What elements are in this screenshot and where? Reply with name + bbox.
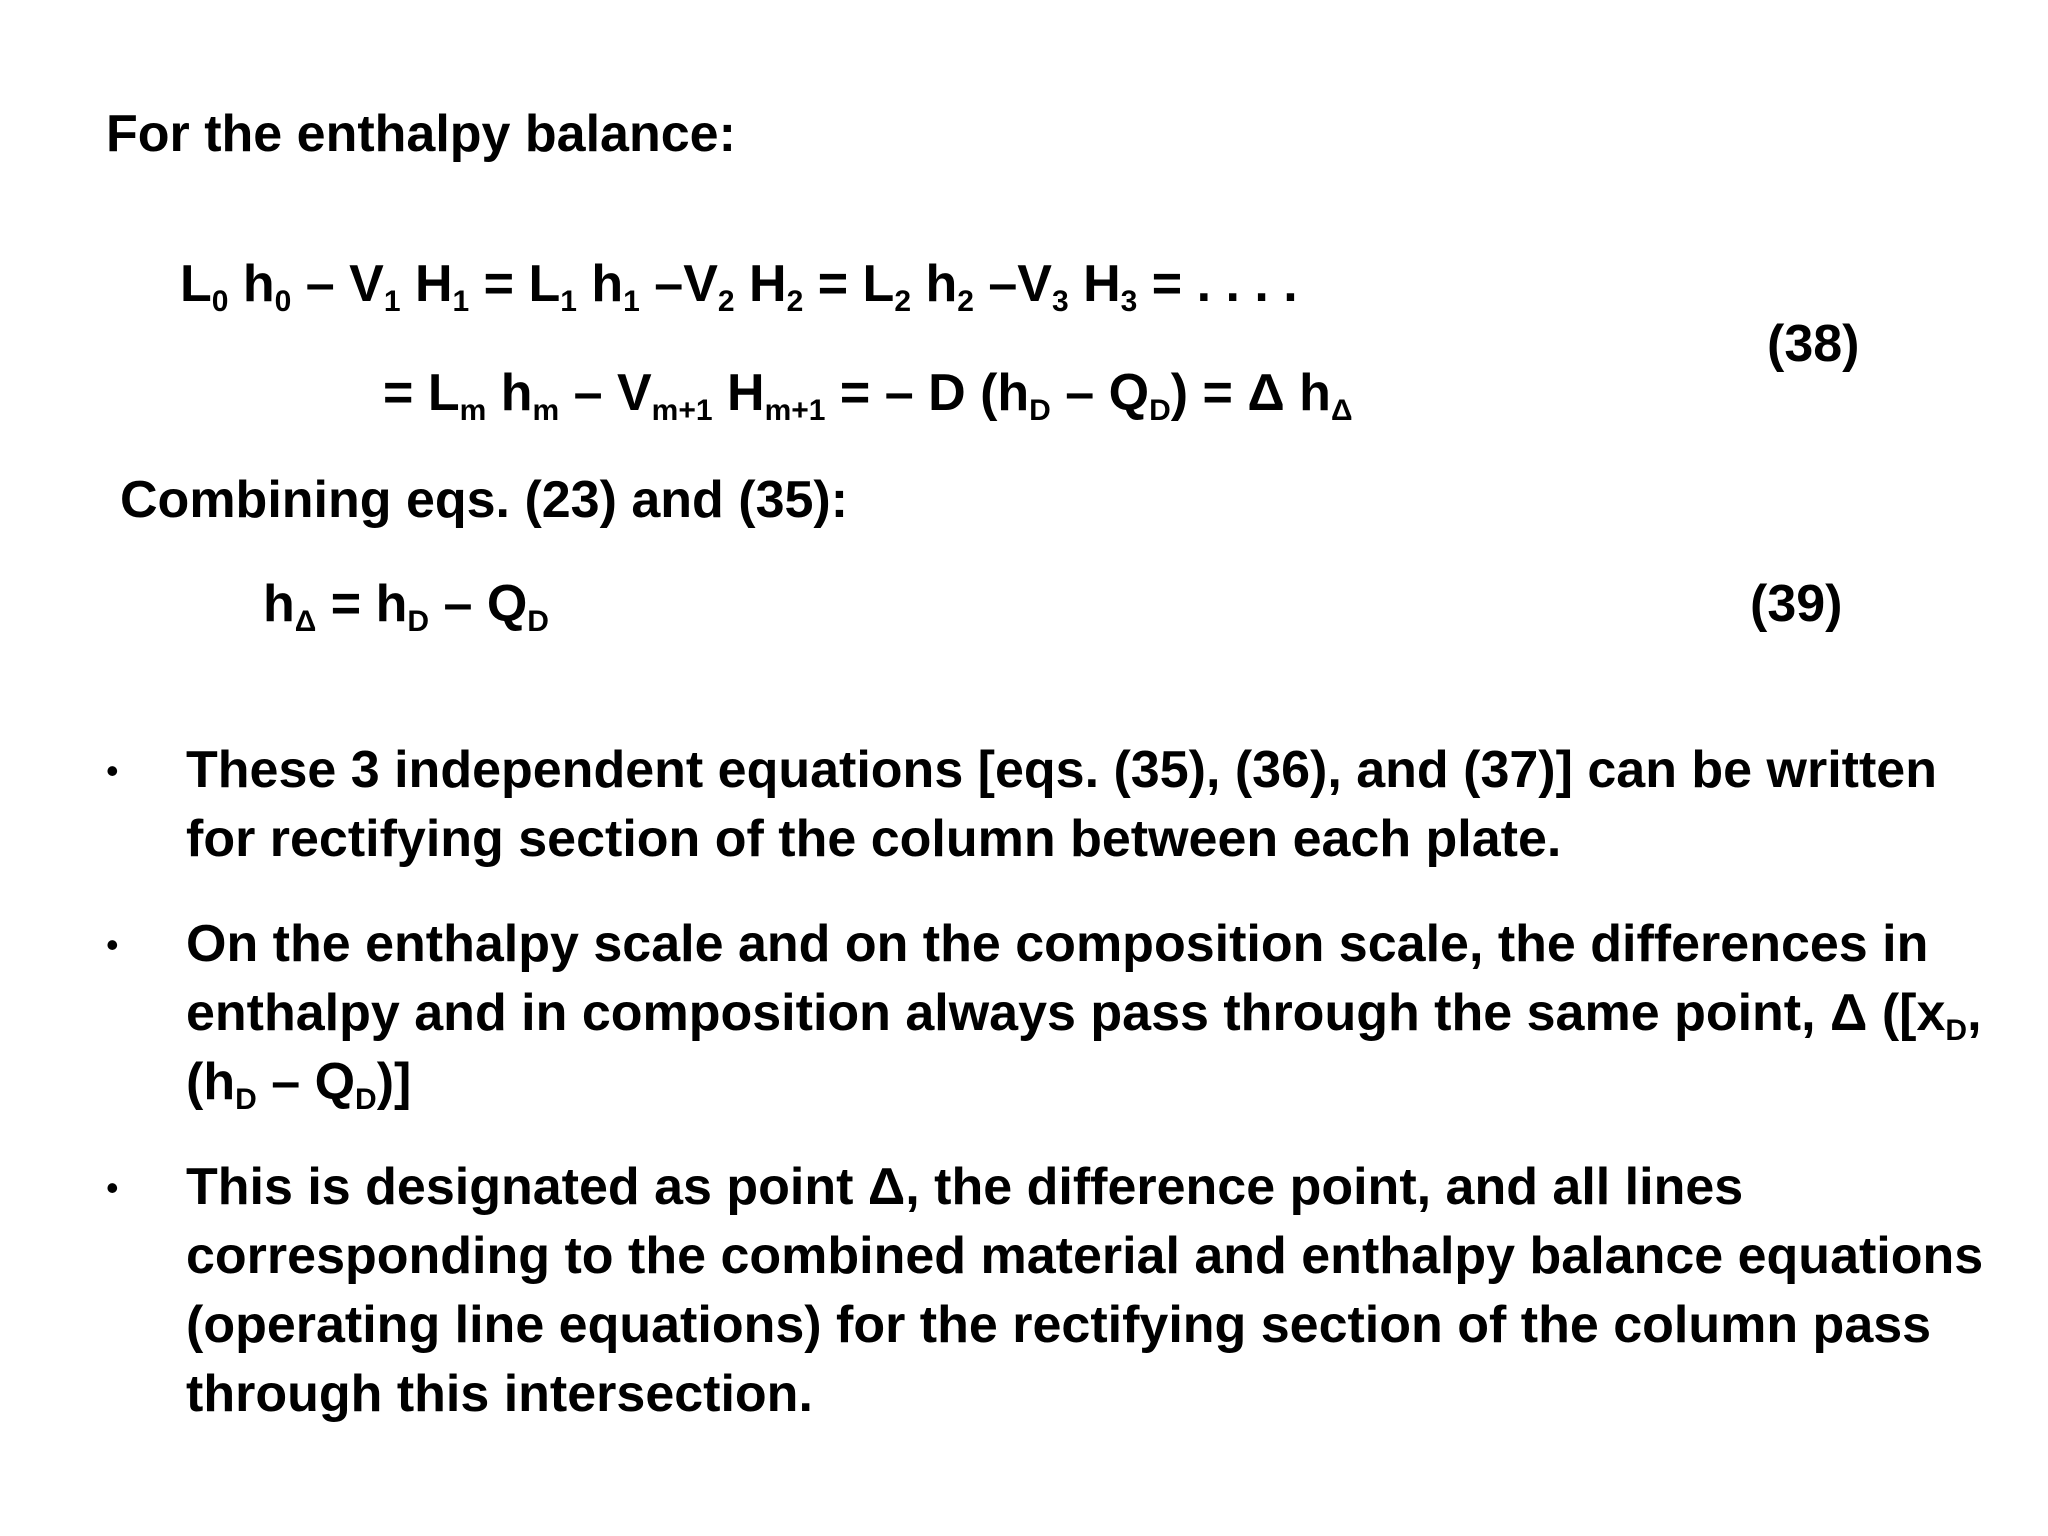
subscript: D (527, 605, 549, 638)
subscript: 2 (894, 285, 912, 318)
subscript: 3 (1051, 285, 1069, 318)
equation-38-line-1: $L_0$ $h_0 - V_1$ $H_1 = L_1$ $h_1$ $-V_2$ $H_2 = L_2$ $h_2$ $-V_3$ $H_3$ = . . . . (180, 255, 1298, 318)
subscript: 1 (383, 285, 401, 318)
bullet-item (106, 736, 1986, 874)
bullet-list (106, 736, 1986, 1465)
subscript: 2 (717, 285, 735, 318)
bullet-item (106, 910, 1986, 1117)
equation-38-line-2: = $L_m$ $h_m - V_{m+1}$ $H_{m+1}$ = – D $(h_D - Q_D) = \Delta$ $h_\Delta$ (383, 364, 1353, 427)
subscript: 1 (560, 285, 577, 318)
heading-enthalpy-balance: For the enthalpy balance: (106, 105, 736, 163)
subscript: 3 (1120, 285, 1138, 318)
subscript: 0 (211, 285, 229, 318)
subscript: D (355, 1083, 377, 1116)
subscript: 1 (623, 285, 640, 318)
bullet-text: On the enthalpy scale and on the composition scale, the differences in enthalpy and in composition always pass through the same point, Δ ([$x_D$, $(h_D - Q_D)$] (186, 915, 1982, 1116)
subscript: 0 (274, 285, 292, 318)
subscript: 2 (957, 285, 974, 318)
equation-39: $h_\Delta = h_D - Q_D$ (263, 575, 549, 638)
subscript: 2 (786, 285, 804, 318)
subscript: m+1 (651, 394, 713, 427)
heading-combining-equations: Combining eqs. (23) and (35): (120, 471, 849, 529)
bullet-text: These 3 independent equations [eqs. (35), (36), and (37)] can be written for rectifying section of the column between each plate. (186, 741, 1937, 868)
subscript: D (1029, 394, 1051, 427)
bullet-marker: • (106, 750, 119, 791)
subscript: D (407, 605, 430, 638)
subscript: D (1945, 1014, 1968, 1047)
bullet-marker: • (106, 924, 119, 965)
subscript: 1 (452, 285, 470, 318)
subscript: m+1 (764, 394, 826, 427)
bullet-item (106, 1153, 1986, 1429)
subscript: m (532, 394, 560, 427)
equation-39-number: (39) (1750, 575, 1843, 633)
subscript: D (235, 1083, 257, 1116)
bullet-text: This is designated as point Δ, the difference point, and all lines corresponding to the combined material and enthalpy balance equations (operating line equations) for the rectifying section of the column pass through this intersection. (186, 1158, 1984, 1423)
equation-38-number: (38) (1767, 315, 1860, 373)
subscript: Δ (294, 605, 317, 638)
bullet-marker: • (106, 1167, 119, 1208)
subscript: D (1149, 394, 1171, 427)
subscript: Δ (1330, 394, 1353, 427)
subscript: m (459, 394, 487, 427)
